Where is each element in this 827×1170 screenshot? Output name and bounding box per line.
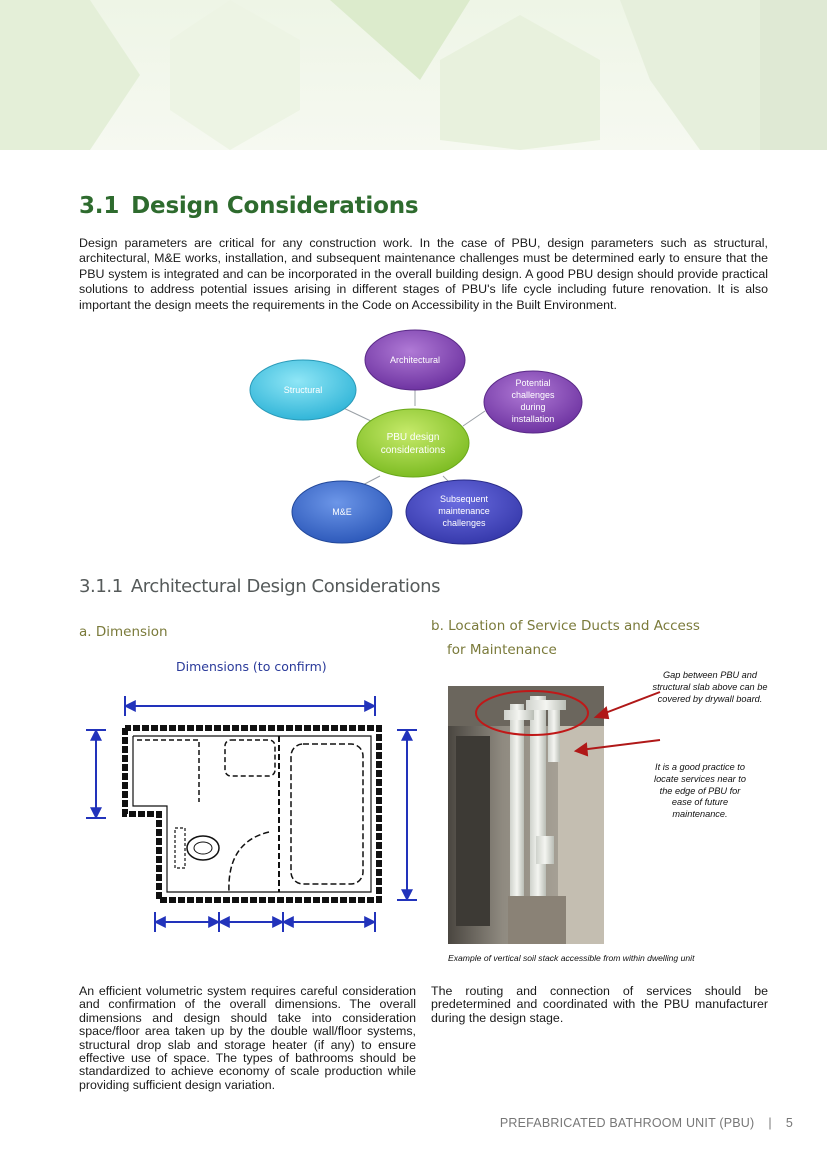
mindmap-label-maintenance-3: challenges xyxy=(442,518,486,528)
footer-separator: | xyxy=(768,1116,772,1130)
service-ducts-heading xyxy=(431,614,751,662)
mindmap-label-maintenance-2: maintenance xyxy=(438,506,490,516)
dimension-figure-title: Dimensions (to confirm) xyxy=(176,659,327,674)
page-number: 5 xyxy=(785,1116,793,1130)
mindmap-label-center-2: considerations xyxy=(380,445,446,456)
mindmap-label-installation-3: during xyxy=(520,402,546,412)
service-ducts-paragraph: The routing and connection of services should be predetermined and coordinated with the PBU manufacturer during the design stage. xyxy=(431,984,768,1025)
mindmap-label-installation-2: challenges xyxy=(511,390,555,400)
design-considerations-mindmap xyxy=(245,326,590,548)
intro-paragraph: Design parameters are critical for any construction work. In the case of PBU, design parameters such as structural, architectural, M&E works, installation, and subsequent maintenance challenges must be determined early to ensure that the PBU system is integrated and can be incorporated in the overall building design. A good PBU design should provide practical solutions to address potential issues arising in different stages of PBU's life cycle including future renovation. It is also important the design meets the requirements in the Code on Accessibility in the Built Environment. xyxy=(79,236,768,312)
mindmap-label-structural: Structural xyxy=(283,385,323,395)
page-footer xyxy=(500,1116,793,1130)
mindmap-label-installation-1: Potential xyxy=(515,378,551,388)
dimension-heading: a. Dimension xyxy=(79,624,168,640)
mindmap-node-center xyxy=(357,409,469,477)
service-ducts-heading-line1: b. Location of Service Ducts and Access xyxy=(431,618,700,634)
photo-caption: Example of vertical soil stack accessible from within dwelling unit xyxy=(448,953,695,963)
mindmap-label-mne: M&E xyxy=(332,507,352,517)
dimension-paragraph: An efficient volumetric system requires careful consideration and confirmation of the overall dimensions. The overall dimensions and design should take into consideration space/floor area taken up by the double wall/floor systems, structural drop slab and storage heater (if any) to ensure effective use of space. The types of bathrooms should be standardized to achieve economy of scale production while providing sufficient design variation. xyxy=(79,984,416,1092)
section-title: Design Considerations xyxy=(131,193,419,219)
mindmap-label-center-1: PBU design xyxy=(386,432,440,443)
subsection-heading xyxy=(79,576,440,597)
section-heading xyxy=(79,193,418,219)
section-number: 3.1 xyxy=(79,193,120,219)
service-ducts-heading-line2: for Maintenance xyxy=(447,642,557,658)
header-banner xyxy=(0,0,827,150)
bathroom-floor-plan xyxy=(79,692,419,932)
footer-title: PREFABRICATED BATHROOM UNIT (PBU) xyxy=(499,1116,755,1130)
mindmap-label-architectural: Architectural xyxy=(389,355,441,365)
annotation-gap: Gap between PBU and structural slab above can be covered by drywall board. xyxy=(652,670,768,704)
subsection-number: 3.1.1 xyxy=(79,576,123,597)
subsection-title: Architectural Design Considerations xyxy=(130,576,441,597)
annotation-services-edge: It is a good practice to locate services near to the edge of PBU for ease of future maintenance. xyxy=(654,762,746,820)
mindmap-label-installation-4: installation xyxy=(511,414,555,424)
mindmap-label-maintenance-1: Subsequent xyxy=(439,494,489,504)
